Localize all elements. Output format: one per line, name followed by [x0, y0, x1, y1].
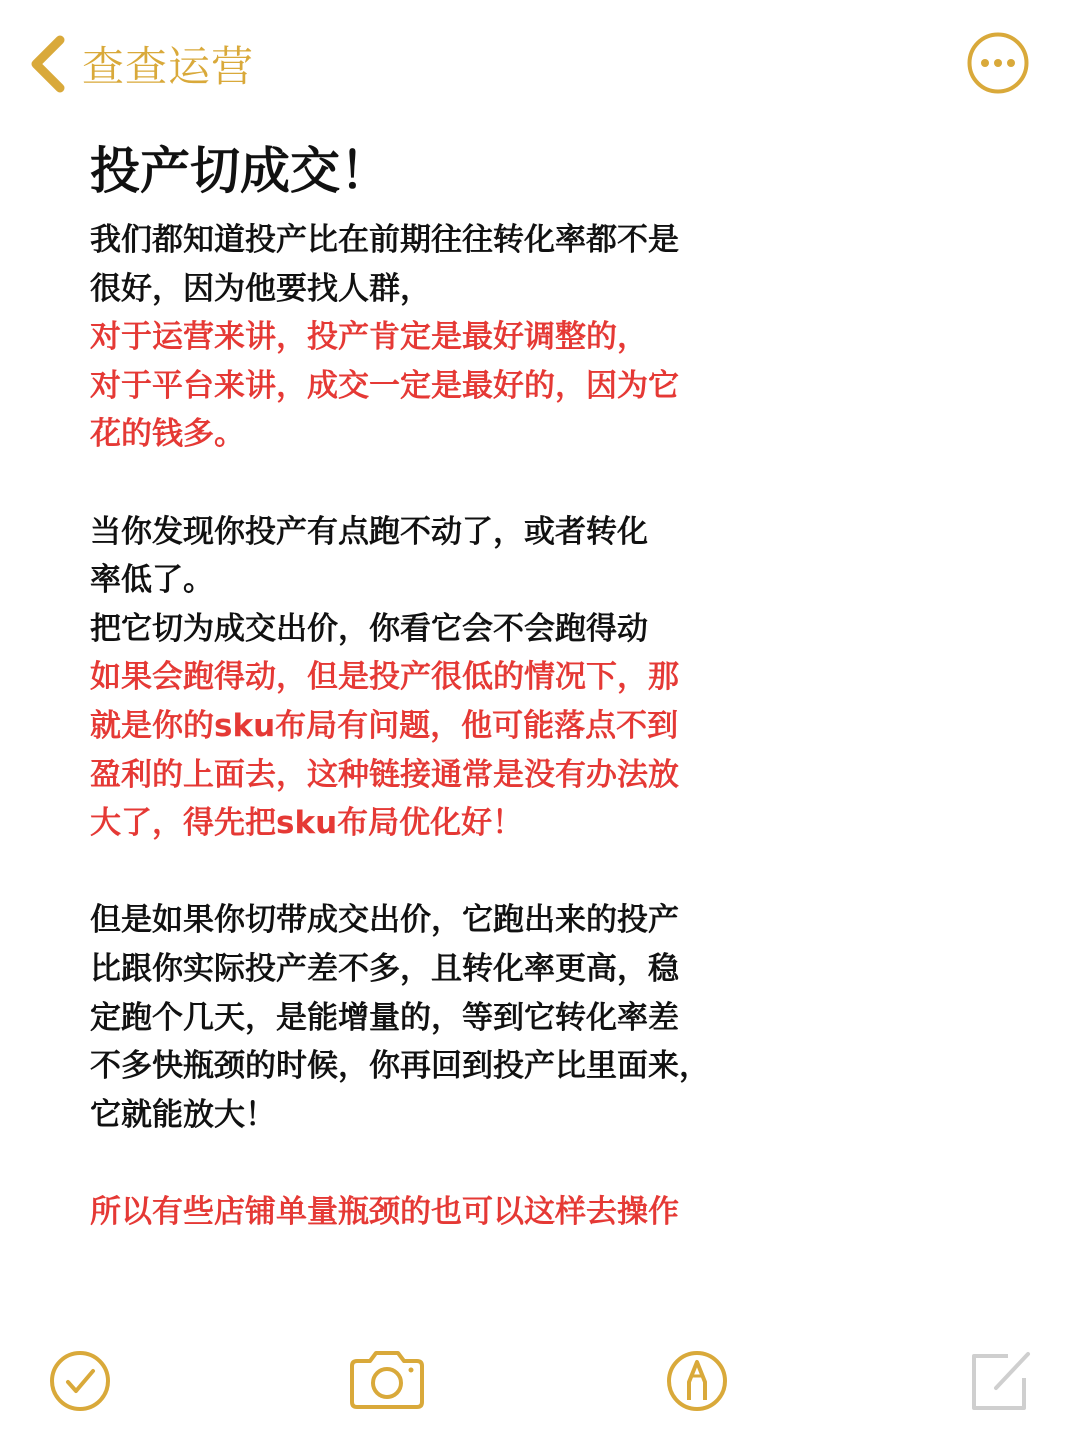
- note-line: 但是如果你切带成交出价，它跑出来的投产: [90, 902, 679, 939]
- camera-button[interactable]: [346, 1340, 428, 1422]
- note-paragraph-highlight: [90, 653, 750, 847]
- more-button[interactable]: [966, 31, 1030, 95]
- note-paragraph: [90, 216, 750, 313]
- note-line: 如果会跑得动，但是投产很低的情况下，那: [90, 659, 679, 696]
- bottom-toolbar: [0, 1340, 1080, 1430]
- back-label: 查查运营: [82, 42, 255, 91]
- note-paragraph: [90, 508, 750, 654]
- note-line: 当你发现你投产有点跑不动了，或者转化: [90, 513, 648, 550]
- note-line: 所以有些店铺单量瓶颈的也可以这样去操作: [90, 1193, 679, 1230]
- back-button[interactable]: [28, 30, 254, 98]
- chevron-left-icon: [28, 34, 68, 94]
- note-line: 比跟你实际投产差不多，且转化率更高，稳: [90, 950, 679, 987]
- note-title: 投产切成交！: [90, 142, 390, 200]
- markup-pen-icon: [656, 1340, 738, 1422]
- note-line: 率低了。: [90, 562, 214, 599]
- note-line: 我们都知道投产比在前期往往转化率都不是: [90, 222, 679, 258]
- note-line: 不多快瓶颈的时候，你再回到投产比里面来，: [90, 1048, 710, 1085]
- checklist-button[interactable]: [39, 1340, 121, 1422]
- note-body[interactable]: [90, 140, 750, 1236]
- note-paragraph: [90, 896, 750, 1139]
- note-paragraph-highlight: [90, 313, 750, 459]
- note-line: 定跑个几天，是能增量的，等到它转化率差: [90, 999, 679, 1036]
- compose-icon: [962, 1340, 1044, 1422]
- markup-button[interactable]: [656, 1340, 738, 1422]
- navigation-bar: [0, 0, 1080, 130]
- note-line: 花的钱多。: [90, 416, 245, 453]
- checklist-icon: [39, 1340, 121, 1422]
- note-line: 就是你的sku布局有问题，他可能落点不到: [90, 707, 679, 744]
- note-line: 大了，得先把sku布局优化好！: [90, 805, 524, 842]
- camera-icon: [346, 1340, 428, 1422]
- note-line: 把它切为成交出价，你看它会不会跑得动: [90, 610, 648, 647]
- note-line: 很好，因为他要找人群，: [90, 270, 431, 307]
- note-paragraph-highlight: [90, 1188, 750, 1237]
- note-line: 盈利的上面去，这种链接通常是没有办法放: [90, 756, 679, 793]
- more-horizontal-icon: [966, 80, 1030, 99]
- note-line: 对于运营来讲，投产肯定是最好调整的，: [90, 319, 648, 356]
- note-line: 它就能放大！: [90, 1096, 276, 1133]
- compose-button[interactable]: [962, 1340, 1044, 1422]
- note-line: 对于平台来讲，成交一定是最好的，因为它: [90, 367, 679, 404]
